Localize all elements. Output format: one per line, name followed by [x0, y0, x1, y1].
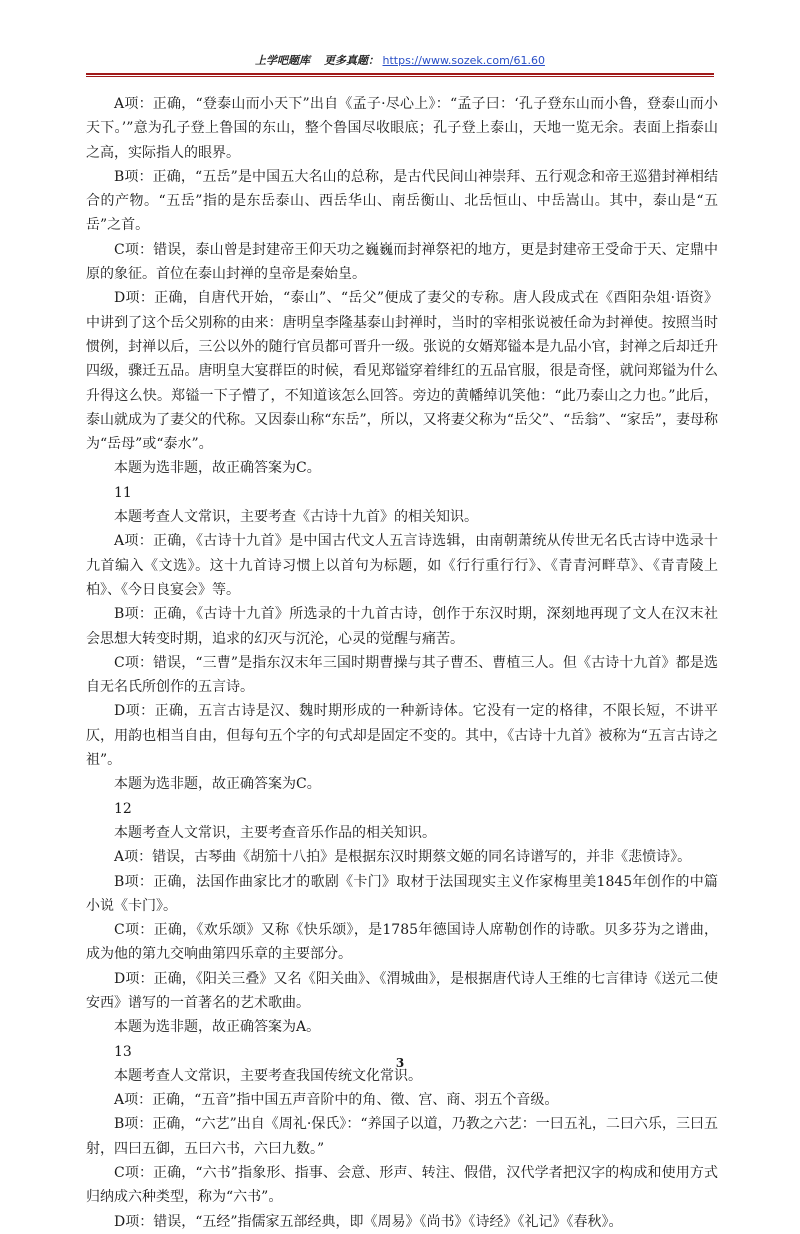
page-number: 3: [395, 1056, 405, 1070]
header-brand: 上学吧题库: [255, 54, 311, 67]
paragraph: 本题考查人文常识，主要考查音乐作品的相关知识。: [114, 824, 436, 841]
paragraph: 本题为选非题，故正确答案为C。: [114, 460, 321, 477]
paragraph: 11: [114, 484, 132, 501]
page-header: [0, 52, 800, 68]
paragraph: D项：错误，“五经”指儒家五部经典，即《周易》《尚书》《诗经》《礼记》《春秋》。: [114, 1213, 623, 1230]
paragraph: B项：正确，《古诗十九首》所选录的十九首古诗，创作于东汉时期，深刻地再现了文人在汉末社会思想大转变时期，追求的幻灭与沉沦，心灵的觉醒与痛苦。: [86, 606, 718, 647]
paragraph: 本题为选非题，故正确答案为A。: [114, 1019, 321, 1036]
header-more-label: 更多真题：: [324, 54, 380, 67]
paragraph: B项：正确，“六艺”出自《周礼·保氏》：“养国子以道，乃教之六艺：一曰五礼，二曰六乐，三曰五射，四曰五御，五曰六书，六曰九数。”: [86, 1116, 718, 1157]
header-rule: [86, 73, 714, 77]
paragraph: D项：正确，《阳关三叠》又名《阳关曲》、《渭城曲》，是根据唐代诗人王维的七言律诗《送元二使安西》谱写的一首著名的艺术歌曲。: [86, 970, 718, 1011]
paragraph: A项：正确，“登泰山而小天下”出自《孟子·尽心上》：“孟子曰：‘孔子登东山而小鲁，登泰山而小天下。’”意为孔子登上鲁国的东山，整个鲁国尽收眼底；孔子登上泰山，天地一览无余。表面上指泰山之高，实际指人的眼界。: [86, 96, 718, 161]
paragraph: A项：正确，《古诗十九首》是中国古代文人五言诗选辑，由南朝萧统从传世无名氏古诗中选录十九首编入《文选》。这十九首诗习惯上以首句为标题，如《行行重行行》、《青青河畔草》、《青青陵上柏》、《今日良宴会》等。: [86, 533, 718, 598]
paragraph: C项：错误，“三曹”是指东汉末年三国时期曹操与其子曹丕、曹植三人。但《古诗十九首》都是选自无名氏所创作的五言诗。: [86, 654, 718, 696]
paragraph: 本题考查人文常识，主要考查我国传统文化常识。: [114, 1067, 422, 1084]
paragraph: 本题考查人文常识，主要考查《古诗十九首》的相关知识。: [114, 509, 478, 526]
paragraph: B项：正确，法国作曲家比才的歌剧《卡门》取材于法国现实主义作家梅里美1845年创作的中篇小说《卡门》。: [86, 873, 718, 914]
paragraph: D项：正确，自唐代开始，“泰山”、“岳父”便成了妻父的专称。唐人段成式在《酉阳杂俎·语资》中讲到了这个岳父别称的由来：唐明皇李隆基泰山封禅时，当时的宰相张说被任命为封禅使。按照当时惯例，封禅以后，三公以外的随行官员都可晋升一级。张说的女婿郑镒本是九品小官，封禅之后却迁升四级，骤迁五品。唐明皇大宴群臣的时候，看见郑镒穿着绯红的五品官服，很是奇怪，就问郑镒为什么升得这么快。郑镒一下子懵了，不知道该怎么回答。旁边的黄幡绰讥笑他：“此乃泰山之力也。”此后，泰山就成为了妻父的代称。又因泰山称“东岳”，所以，又将妻父称为“岳父”、“岳翁”、“家岳”，妻母称为“岳母”或“泰水”。: [86, 290, 718, 453]
paragraph: D项：正确，五言古诗是汉、魏时期形成的一种新诗体。它没有一定的格律，不限长短，不讲平仄，用韵也相当自由，但每句五个字的句式却是固定不变的。其中，《古诗十九首》被称为“五言古诗之祖”。: [86, 703, 718, 769]
paragraph: A项：错误，古琴曲《胡笳十八拍》是根据东汉时期蔡文姬的同名诗谱写的，并非《悲愤诗》。: [114, 849, 692, 866]
paragraph: C项：错误，泰山曾是封建帝王仰天功之巍巍而封禅祭祀的地方，更是封建帝王受命于天、定鼎中原的象征。首位在泰山封禅的皇帝是秦始皇。: [86, 241, 718, 283]
header-link[interactable]: https://www.sozek.com/61.60: [382, 54, 545, 67]
paragraph: C项：正确，“六书”指象形、指事、会意、形声、转注、假借，汉代学者把汉字的构成和使用方式归纳成六种类型，称为“六书”。: [86, 1165, 718, 1206]
paragraph: 13: [114, 1043, 132, 1060]
paragraph: B项：正确，“五岳”是中国五大名山的总称，是古代民间山神崇拜、五行观念和帝王巡猎封禅相结合的产物。“五岳”指的是东岳泰山、西岳华山、南岳衡山、北岳恒山、中岳嵩山。其中，泰山是“五岳”之首。: [86, 168, 718, 234]
paragraph: A项：正确，“五音”指中国五声音阶中的角、徵、宫、商、羽五个音级。: [114, 1092, 559, 1109]
paragraph: C项：正确，《欢乐颂》又称《快乐颂》，是1785年德国诗人席勒创作的诗歌。贝多芬为之谱曲，成为他的第九交响曲第四乐章的主要部分。: [86, 922, 718, 963]
paragraph: 12: [114, 800, 132, 817]
paragraph: 本题为选非题，故正确答案为C。: [114, 776, 321, 793]
